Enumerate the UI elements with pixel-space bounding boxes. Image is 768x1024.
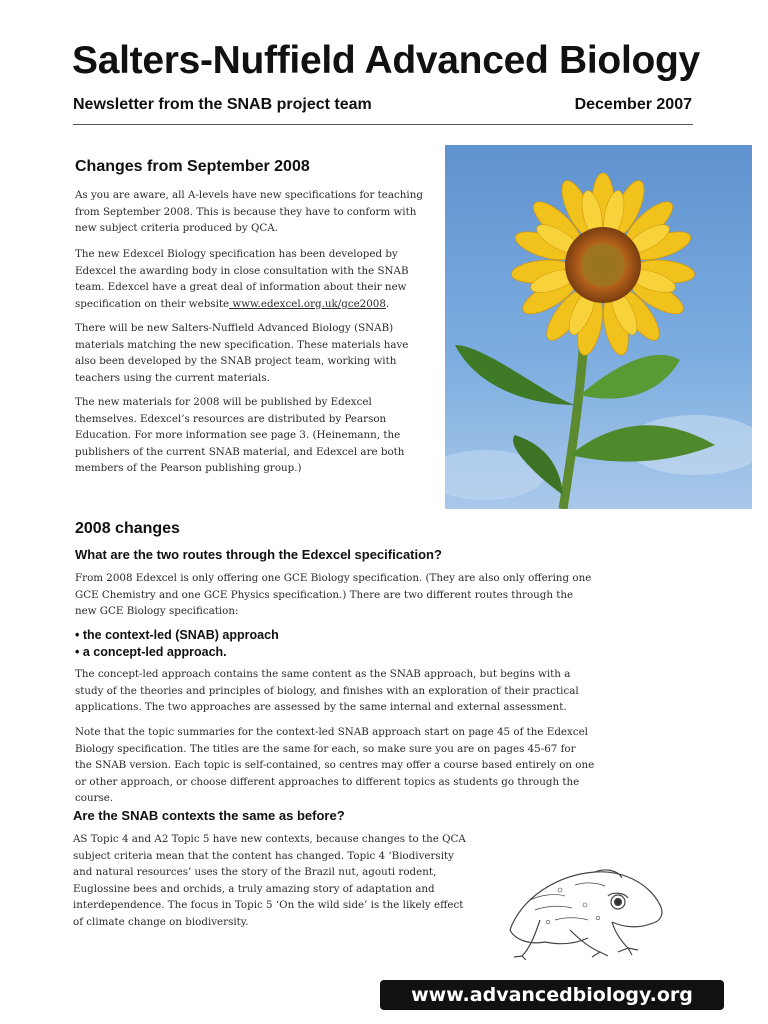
newsletter-subtitle: Newsletter from the SNAB project team: [73, 96, 372, 113]
newsletter-title: Salters-Nuffield Advanced Biology: [72, 39, 700, 82]
header-divider: [73, 124, 693, 125]
edexcel-website-link[interactable]: www.edexcel.org.uk/gce2008: [229, 297, 386, 310]
routes-question-heading: What are the two routes through the Edexcel specification?: [75, 547, 442, 562]
section2-paragraph-3: Note that the topic summaries for the context-led SNAB approach start on page 45 of the Edexcel Biology specification. The titles are the same for each, so make sure you are on pages 45-67 for the SNAB version. Each topic is self-contained, so centres may offer a course based entirely on one or other approach, or choose different approaches to different topics as students go through the course.: [75, 726, 595, 804]
section1-paragraph-4: The new materials for 2008 will be published by Edexcel themselves. Edexcel’s resources are distributed by Pearson Education. For more information see page 3. (Heinemann, the publishers of the current SNAB material, and Edexcel are both members of the Pearson publishing group.): [75, 396, 405, 474]
frog-sketch: [500, 860, 670, 960]
section1-paragraph-2: The new Edexcel Biology specification has been developed by Edexcel the awarding body in close consultation with the SNAB team. Edexcel have a great deal of information about their new specification on their website www.edexcel.org.uk/gce2008.: [75, 248, 409, 310]
section1-paragraph-1: As you are aware, all A-levels have new specifications for teaching from September 2008. This is because they have to conform with new subject criteria produced by QCA.: [75, 189, 423, 234]
footer-url-bar: [380, 980, 724, 1010]
section3-paragraph-1: AS Topic 4 and A2 Topic 5 have new contexts, because changes to the QCA subject criteria mean that the content has changed. Topic 4 ‘Biodiversity and natural resources’ uses the story of the Brazil nut, agouti rodent, Euglossine bees and orchids, a truly amazing story of adaptation and interdependence. The focus in Topic 5 ‘On the wild side’ is the likely effect of climate change on biodiversity.: [73, 833, 466, 928]
section1-paragraph-3: There will be new Salters-Nuffield Advanced Biology (SNAB) materials matching the new specification. These materials have also been developed by the SNAB project team, working with teachers using the current materials.: [75, 322, 409, 384]
sunflower-photo: [445, 145, 752, 509]
section2-paragraph-1: From 2008 Edexcel is only offering one GCE Biology specification. (They are also only offering one GCE Chemistry and one GCE Physics specification.) There are two different routes through the new GCE Biology specification:: [75, 572, 592, 617]
section2-paragraph-2: The concept-led approach contains the same content as the SNAB approach, but begins with a study of the theories and principles of biology, and finishes with an exploration of their practical applications. The two approaches are assessed by the same internal and external assessment.: [75, 668, 579, 713]
section1-paragraph-2-text: The new Edexcel Biology specification has been developed by Edexcel the awarding body in close consultation with the SNAB team. Edexcel have a great deal of information about their new specification on their website: [75, 248, 409, 310]
advancedbiology-website-link[interactable]: www.advancedbiology.org: [411, 984, 693, 1006]
contexts-question-heading: Are the SNAB contexts the same as before?: [73, 808, 345, 823]
section-heading-changes-2008: Changes from September 2008: [75, 158, 310, 175]
route-context-led: • the context-led (SNAB) approach: [75, 628, 279, 642]
section-heading-2008-changes: 2008 changes: [75, 520, 180, 537]
route-concept-led: • a concept-led approach.: [75, 645, 227, 659]
routes-list: [75, 627, 279, 661]
issue-date: December 2007: [574, 96, 692, 113]
